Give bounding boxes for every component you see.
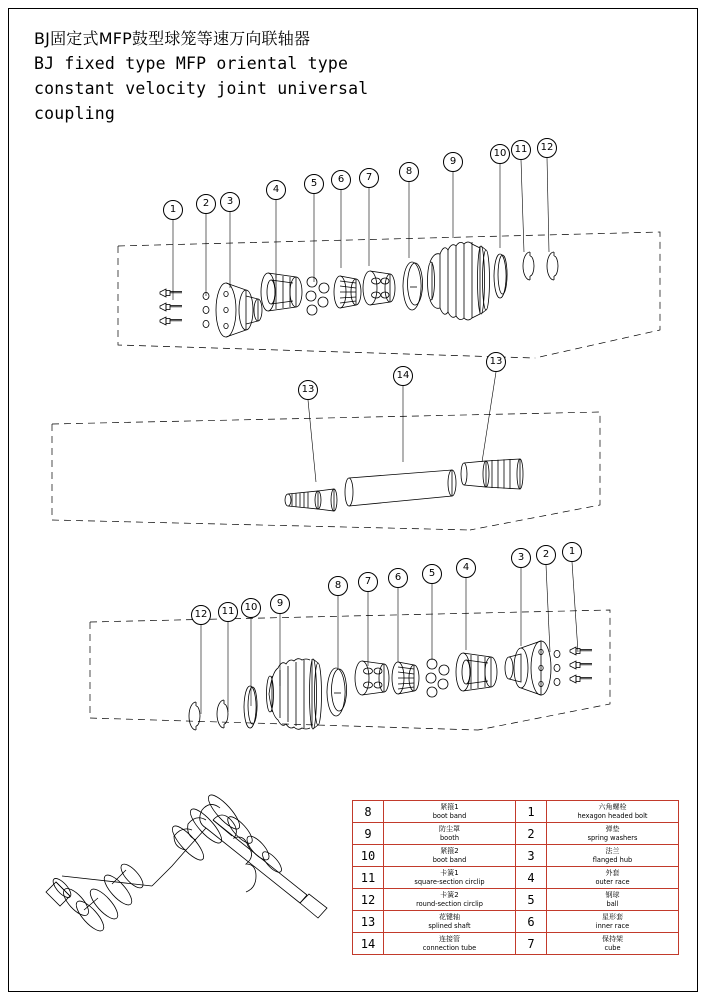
part-number-right: 4 (516, 867, 547, 889)
part-desc-left-cn: 连接管 (439, 934, 460, 943)
title-line-en-2: constant velocity joint universal (34, 79, 369, 98)
part-desc-right (547, 867, 679, 889)
part-number-right: 2 (516, 823, 547, 845)
callout-mid-14: 14 (393, 366, 413, 386)
part-desc-right (547, 823, 679, 845)
part-number-left: 10 (353, 845, 384, 867)
part-desc-right-cn: 外套 (605, 868, 620, 877)
title-line-en-1: BJ fixed type MFP oriental type (34, 54, 349, 73)
callout-bot-6: 6 (388, 568, 408, 588)
callout-bot-7: 7 (358, 572, 378, 592)
part-number-right: 3 (516, 845, 547, 867)
callout-mid-13-right: 13 (486, 352, 506, 372)
callout-top-3: 3 (220, 192, 240, 212)
parts-list-table (352, 800, 679, 955)
part-desc-left-en: boot band (432, 811, 467, 820)
callout-mid-13-left: 13 (298, 380, 318, 400)
part-desc-right (547, 911, 679, 933)
part-desc-left (384, 867, 516, 889)
part-desc-left (384, 889, 516, 911)
part-desc-left-cn: 防尘罩 (439, 824, 460, 833)
table-row (353, 933, 679, 955)
callout-top-7: 7 (359, 168, 379, 188)
part-number-right: 6 (516, 911, 547, 933)
part-desc-left (384, 823, 516, 845)
part-desc-right-en: hexagon headed bolt (577, 811, 648, 820)
part-desc-right-cn: 弹垫 (605, 824, 620, 833)
callout-bot-9: 9 (270, 594, 290, 614)
part-desc-right-cn: 星形套 (602, 912, 623, 921)
part-desc-right-cn: 钢球 (605, 890, 620, 899)
part-desc-right (547, 801, 679, 823)
part-desc-right-en: cube (604, 943, 621, 952)
part-desc-right (547, 845, 679, 867)
part-desc-left-cn: 卡簧2 (440, 890, 459, 899)
part-number-left: 13 (353, 911, 384, 933)
part-number-right: 1 (516, 801, 547, 823)
callout-bot-8: 8 (328, 576, 348, 596)
callout-top-2: 2 (196, 194, 216, 214)
part-desc-left-en: square-section circlip (414, 877, 485, 886)
callout-top-6: 6 (331, 170, 351, 190)
table-row (353, 867, 679, 889)
table-row (353, 911, 679, 933)
part-desc-right-en: ball (606, 899, 619, 908)
part-desc-left-en: booth (439, 833, 460, 842)
callout-bot-1: 1 (562, 542, 582, 562)
callout-bot-11: 11 (218, 602, 238, 622)
callout-top-10: 10 (490, 144, 510, 164)
callout-bot-2: 2 (536, 545, 556, 565)
part-desc-right-cn: 保持架 (602, 934, 623, 943)
part-desc-left-cn: 卡簧1 (440, 868, 459, 877)
callout-bot-5: 5 (422, 564, 442, 584)
callout-top-4: 4 (266, 180, 286, 200)
part-desc-left-cn: 花键轴 (439, 912, 460, 921)
callout-bot-3: 3 (511, 548, 531, 568)
part-number-left: 14 (353, 933, 384, 955)
part-desc-left (384, 911, 516, 933)
part-desc-left-en: splined shaft (428, 921, 471, 930)
part-number-right: 5 (516, 889, 547, 911)
part-desc-right (547, 933, 679, 955)
part-desc-left (384, 845, 516, 867)
part-desc-left-cn: 紧箍2 (440, 846, 459, 855)
part-desc-right-en: flanged hub (592, 855, 633, 864)
part-number-right: 7 (516, 933, 547, 955)
part-desc-left-en: boot band (432, 855, 467, 864)
part-desc-right-en: spring washers (587, 833, 638, 842)
callout-top-12: 12 (537, 138, 557, 158)
part-number-left: 12 (353, 889, 384, 911)
parts-list-body (353, 801, 679, 955)
table-row (353, 823, 679, 845)
callout-bot-4: 4 (456, 558, 476, 578)
table-row (353, 845, 679, 867)
title-line-cn: BJ固定式MFP鼓型球笼等速万向联轴器 (34, 29, 311, 48)
part-desc-right-cn: 六角螺栓 (598, 802, 627, 811)
callout-bot-10: 10 (241, 598, 261, 618)
callout-bot-12: 12 (191, 605, 211, 625)
callout-top-1: 1 (163, 200, 183, 220)
callout-top-11: 11 (511, 140, 531, 160)
part-desc-left-cn: 紧箍1 (440, 802, 459, 811)
part-desc-left (384, 801, 516, 823)
callout-top-5: 5 (304, 174, 324, 194)
part-desc-left (384, 933, 516, 955)
part-number-left: 9 (353, 823, 384, 845)
part-number-left: 8 (353, 801, 384, 823)
callout-top-9: 9 (443, 152, 463, 172)
table-row (353, 801, 679, 823)
part-desc-right-en: outer race (595, 877, 630, 886)
title-line-en-3: coupling (34, 104, 116, 123)
callout-top-8: 8 (399, 162, 419, 182)
part-number-left: 11 (353, 867, 384, 889)
part-desc-right-en: inner race (595, 921, 630, 930)
table-row (353, 889, 679, 911)
part-desc-right (547, 889, 679, 911)
part-desc-right-cn: 法兰 (605, 846, 620, 855)
part-desc-left-en: connection tube (422, 943, 477, 952)
part-desc-left-en: round-section circlip (416, 899, 483, 908)
